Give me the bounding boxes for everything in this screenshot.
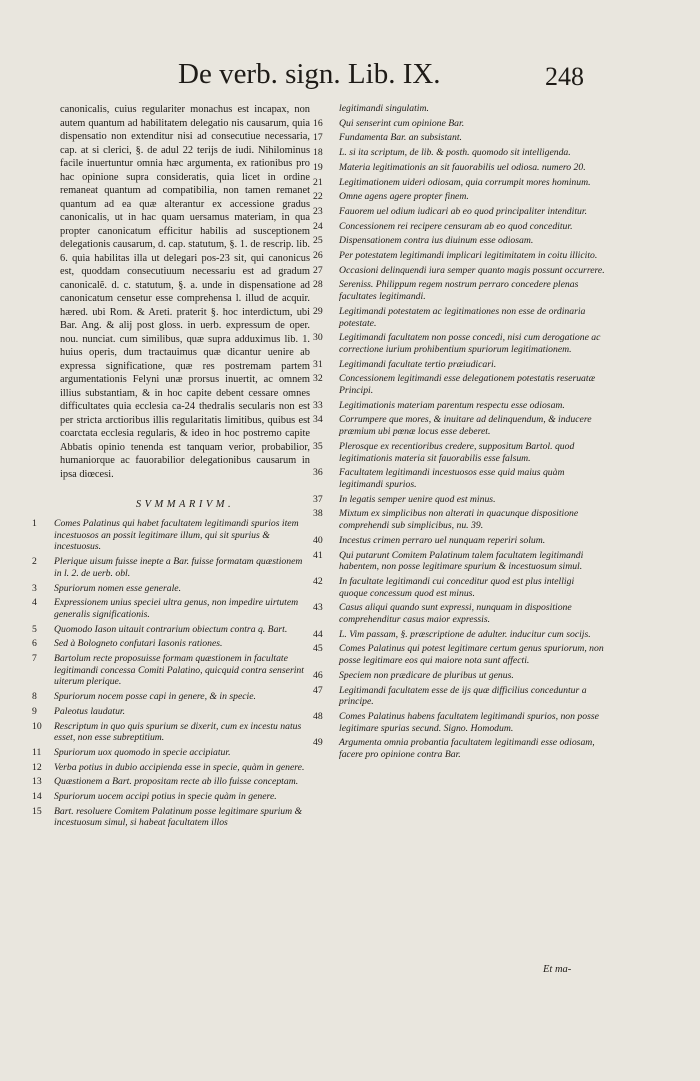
entry-number: 10 bbox=[32, 720, 42, 732]
entry-text: Spuriorum uocem accipi potius in specie quàm in genere. bbox=[54, 791, 277, 803]
entry-number: 14 bbox=[32, 791, 42, 803]
entry-number: 2 bbox=[32, 556, 37, 568]
entry-number: 6 bbox=[32, 638, 37, 650]
summary-entry bbox=[313, 550, 605, 573]
entry-number: 17 bbox=[313, 132, 323, 144]
entry-text: Bart. resoluere Comitem Palatinum posse legitimare spurium & incestuosum simul, si habeat facultatem illos bbox=[54, 805, 303, 829]
entry-text: Concessionem rei recipere censuram ab eo quod conceditur. bbox=[339, 220, 573, 232]
entry-text: Legitimationis materiam parentum respectu esse odiosam. bbox=[339, 399, 565, 411]
entry-number: 24 bbox=[313, 220, 323, 232]
entry-number: 47 bbox=[313, 684, 323, 696]
summary-entry bbox=[313, 535, 605, 547]
entry-text: Concessionem legitimandi esse delegationem potestatis reseruatæ Principi. bbox=[339, 373, 596, 397]
entry-text: In legatis semper uenire quod est minus. bbox=[339, 493, 496, 505]
entry-text: Sed à Bologneto confutari Iasonis rationes. bbox=[54, 638, 223, 650]
entry-number: 32 bbox=[313, 373, 323, 385]
entry-text: Verba potius in dubio accipienda esse in specie, quàm in genere. bbox=[54, 761, 305, 773]
entry-number: 31 bbox=[313, 358, 323, 370]
page-number: 248 bbox=[545, 62, 584, 91]
entry-number: 41 bbox=[313, 549, 323, 561]
summary-entry bbox=[313, 221, 605, 233]
running-header bbox=[0, 58, 700, 98]
summary-entry bbox=[313, 576, 605, 599]
entry-text: Legitimandi facultatem esse de ijs quæ difficilius conceduntur a principe. bbox=[339, 684, 587, 708]
entry-number: 38 bbox=[313, 508, 323, 520]
summary-entry bbox=[313, 177, 605, 189]
entry-number: 7 bbox=[32, 653, 37, 665]
entry-number: 44 bbox=[313, 628, 323, 640]
entry-text: Legitimandi potestatem ac legitimationes non esse de ordinaria potestate. bbox=[339, 305, 586, 329]
summary-entry bbox=[313, 414, 605, 437]
summary-entry bbox=[313, 494, 605, 506]
summary-entry bbox=[32, 747, 310, 759]
entry-text: Plerique uisum fuisse inepte a Bar. fuisse formatam quæstionem in l. 2. de uerb. obl. bbox=[54, 556, 303, 579]
entry-number: 8 bbox=[32, 691, 37, 703]
summary-entry bbox=[313, 629, 605, 641]
entry-text: Legitimandi facultatem non posse concedi, nisi cum derogatione ac correctione iurium prohibentium spuriorum legitimationem. bbox=[339, 332, 601, 355]
entry-number: 40 bbox=[313, 534, 323, 546]
summary-entry bbox=[313, 306, 605, 329]
summary-entry bbox=[313, 191, 605, 203]
entry-number: 12 bbox=[32, 761, 42, 773]
entry-text: Casus aliqui quando sunt expressi, nunquam in dispositione comprehenditur casus maior expressis. bbox=[339, 602, 572, 626]
left-column bbox=[32, 103, 310, 832]
entry-text: Speciem non prædicare de pluribus ut genus. bbox=[339, 669, 514, 681]
entry-text: Omne agens agere propter finem. bbox=[339, 191, 469, 203]
summary-entry bbox=[32, 806, 310, 829]
summary-entry bbox=[313, 132, 605, 144]
summary-entry bbox=[313, 250, 605, 262]
summary-heading: SVMMARIVM. bbox=[135, 499, 235, 510]
summary-entry bbox=[313, 162, 605, 174]
entry-number: 48 bbox=[313, 710, 323, 722]
summary-entry bbox=[32, 691, 310, 703]
entry-text: Sereniss. Philippum regem nostrum perraro concedere plenas facultates legitimandi. bbox=[339, 279, 579, 303]
entry-text: Spuriorum nocem posse capi in genere, & in specie. bbox=[54, 691, 256, 703]
body-paragraph: canonicalis, cuius regulariter monachus est incapax, non autem quantum ad habilitatem delegatio nis causarum, quia dispensatio non extenditur nisi ad consecutiue necessaria, cap. at si clerici, §. de adul 22 terijs de iudi. Nihilominus facile inuertuntur omnia hæc argumenta, ex rationibus pro hac opinione supra consideratis, quia licet in ordine remaneat quantum ad compatibilia, non tamen remanet quantum ad ea quæ alterantur ex accessione gradus canonicalis, ut in hac quam uersamus materiam, in qua propter canonicatum efficitur habilis ad susceptionem delegationis causarum, d. cap. statutum, §. 1. de rescrip. lib. 6. quia habilitas illa ut delegari pos-23 sit, qui canonicus est, quoddam consecutiuum necessariu est ad gradum canonicalẽ. d. c. statutum, §. a. unde in dispensatione ad canonicatum censetur esse comprehensa l. illud de acquir. hæred. ubi Rom. & Areti. praterit §. hoc interdictum, ubi Bar. Ang. & alij post gloss. in uerb. expressum de oper. nou. nunciat. cum similibus, quæ supra adduximus lib. 1. huius operis, dum tractauimus quæ dicantur uenire ab expressa significatione, quæ res postremam partem argumentationis Felyni unæ prorsus inuertit, ac omnem illius substantiam, & in hoc capite debent cessare omnes difficultates quia ecclesia ca-24 thedralis secularis non est per stricta arctioribus illis regularitatis limitibus, quibus est coarctata ecclesia regularis, & ideo in hoc postremo capite Abbatis opinio tenenda est tanquam verior, probabilior, humaniorque ac fauorabilior delegationibus causarum in ipsa diœcesi. bbox=[60, 104, 310, 480]
entry-number: 26 bbox=[313, 250, 323, 262]
entry-text: L. si ita scriptum, de lib. & posth. quomodo sit intelligenda. bbox=[339, 147, 571, 159]
entry-number: 28 bbox=[313, 279, 323, 291]
summary-entry bbox=[32, 638, 310, 650]
summary-entry bbox=[32, 706, 310, 718]
summary-entry bbox=[313, 670, 605, 682]
summary-entry bbox=[32, 624, 310, 636]
entry-text: Bartolum recte proposuisse formam quæstionem in facultate legitimandi concessa Comiti Palatino, quicquid contra senserint uiterum plerique. bbox=[54, 653, 304, 688]
entry-number: 15 bbox=[32, 805, 42, 817]
entry-number: 42 bbox=[313, 575, 323, 587]
entry-text: In facultate legitimandi cui conceditur quod est plus intelligi quoque concessum quod est minus. bbox=[339, 575, 575, 599]
entry-number: 13 bbox=[32, 776, 42, 788]
summary-entry bbox=[313, 441, 605, 464]
entry-number: 46 bbox=[313, 669, 323, 681]
summary-entry bbox=[313, 711, 605, 734]
summary-entry bbox=[313, 400, 605, 412]
summary-entry bbox=[313, 685, 605, 708]
summary-entry bbox=[313, 235, 605, 247]
entry-number: 23 bbox=[313, 205, 323, 217]
entry-number: 21 bbox=[313, 176, 323, 188]
summary-entry bbox=[313, 359, 605, 371]
entry-text: Legitimationem uideri odiosam, quia corrumpit mores hominum. bbox=[339, 176, 591, 188]
entry-number: 3 bbox=[32, 582, 37, 594]
entry-number: 18 bbox=[313, 147, 323, 159]
summary-list-left bbox=[32, 518, 310, 829]
entry-number: 27 bbox=[313, 264, 323, 276]
entry-number: 29 bbox=[313, 305, 323, 317]
running-title: De verb. sign. Lib. IX. bbox=[178, 58, 441, 90]
entry-number: 36 bbox=[313, 467, 323, 479]
entry-number: 37 bbox=[313, 493, 323, 505]
entry-text: Incestus crimen perraro uel nunquam reperiri solum. bbox=[339, 534, 546, 546]
entry-text: Rescriptum in quo quis spurium se dixerit, cum ex incestu natus esset, non esse subreptitium. bbox=[54, 720, 302, 744]
entry-text: Fauorem uel odium iudicari ab eo quod principaliter intenditur. bbox=[339, 205, 587, 217]
entry-number: 49 bbox=[313, 737, 323, 749]
entry-text: Occasioni delinquendi iura semper quanto magis possunt occurrere. bbox=[339, 264, 605, 276]
summary-entry bbox=[32, 653, 310, 688]
entry-text: Corrumpere que mores, & inuitare ad delinquendum, & inducere præmium ubi pœnæ locus esse deberet. bbox=[339, 414, 592, 438]
entry-number: 9 bbox=[32, 705, 37, 717]
entry-text: Qui senserint cum opinione Bar. bbox=[339, 117, 465, 129]
summary-entry bbox=[32, 583, 310, 595]
entry-number: 1 bbox=[32, 518, 37, 529]
summary-continuation: legitimandi singulatim. bbox=[339, 103, 429, 114]
entry-number: 30 bbox=[313, 332, 323, 344]
summary-entry bbox=[313, 737, 605, 760]
entry-text: Quomodo Iason uitauit contrarium obiectum contra q. Bart. bbox=[54, 623, 288, 635]
summary-entry bbox=[313, 265, 605, 277]
summary-list-right bbox=[313, 118, 605, 761]
entry-number: 19 bbox=[313, 161, 323, 173]
entry-number: 16 bbox=[313, 117, 323, 129]
summary-entry bbox=[32, 762, 310, 774]
entry-text: Qui putarunt Comitem Palatinum talem facultatem legitimandi habentem, non posse legitimare spurium & incestuosum simul. bbox=[339, 549, 584, 573]
entry-text: Legitimandi facultate tertio præiudicari. bbox=[339, 358, 497, 370]
summary-entry bbox=[313, 373, 605, 396]
entry-text: Argumenta omnia probantia facultatem legitimandi esse odiosam, facere pro opinione contra Bar. bbox=[339, 737, 595, 761]
catchword: Et ma- bbox=[543, 964, 572, 975]
summary-entry bbox=[313, 508, 605, 531]
entry-text: Mixtum ex simplicibus non alterati in quacunque dispositione comprehendi sub simplicibus, nu. 39. bbox=[339, 508, 579, 532]
entry-text: Comes Palatinus qui potest legitimare certum genus spuriorum, non posse legitimare eos qui maiore nota sunt affecti. bbox=[339, 643, 604, 667]
entry-text: Plerosque ex recentioribus credere, suppositum Bartol. quod legitimationis materia sit fauorabilis esse falsum. bbox=[339, 440, 575, 464]
summary-entry bbox=[313, 147, 605, 159]
right-column bbox=[313, 103, 605, 764]
entry-text: Comes Palatinus qui habet facultatem legitimandi spurios item incestuosos an possit legitimare illum, qui sit spurius & incestuosus. bbox=[54, 518, 299, 553]
entry-text: Dispensationem contra ius diuinum esse odiosam. bbox=[339, 235, 534, 247]
entry-number: 11 bbox=[32, 746, 42, 758]
entry-text: L. Vim passam, §. præscriptione de adulter. inducitur cum socijs. bbox=[339, 628, 591, 640]
entry-number: 43 bbox=[313, 602, 323, 614]
entry-text: Expressionem unius speciei ultra genus, non impedire uirtutem generalis significationis. bbox=[54, 597, 299, 620]
summary-entry bbox=[32, 518, 310, 553]
entry-number: 22 bbox=[313, 191, 323, 203]
summary-entry bbox=[313, 206, 605, 218]
entry-text: Facultatem legitimandi incestuosos esse quid maius quàm legitimandi spurios. bbox=[339, 467, 565, 490]
entry-number: 34 bbox=[313, 414, 323, 426]
entry-number: 5 bbox=[32, 623, 37, 635]
summary-entry bbox=[32, 721, 310, 744]
entry-text: Per potestatem legitimandi implicari legitimitatem in coitu illicito. bbox=[339, 250, 598, 262]
summary-entry bbox=[313, 467, 605, 490]
summary-entry bbox=[313, 279, 605, 302]
summary-entry bbox=[32, 791, 310, 803]
entry-text: Comes Palatinus habens facultatem legitimandi spurios, non posse legitimare spurias secund. Signo. Homodum. bbox=[339, 710, 599, 734]
summary-entry bbox=[32, 556, 310, 579]
entry-number: 35 bbox=[313, 440, 323, 452]
entry-text: Spuriorum nomen esse generale. bbox=[54, 582, 181, 594]
entry-text: Spuriorum uox quomodo in specie accipiatur. bbox=[54, 746, 231, 758]
entry-text: Materia legitimationis an sit fauorabilis uel odiosa. numero 20. bbox=[339, 161, 586, 173]
summary-entry bbox=[32, 776, 310, 788]
entry-number: 25 bbox=[313, 235, 323, 247]
summary-entry bbox=[32, 597, 310, 620]
summary-entry bbox=[313, 118, 605, 130]
entry-number: 33 bbox=[313, 399, 323, 411]
entry-number: 4 bbox=[32, 597, 37, 609]
entry-text: Quæstionem a Bart. propositam recte ab illo fuisse conceptam. bbox=[54, 776, 299, 788]
entry-text: Fundamenta Bar. an subsistant. bbox=[339, 132, 462, 144]
entry-number: 45 bbox=[313, 643, 323, 655]
entry-text: Paleotus laudatur. bbox=[54, 705, 126, 717]
summary-entry bbox=[313, 332, 605, 355]
summary-entry bbox=[313, 643, 605, 666]
summary-entry bbox=[313, 602, 605, 625]
